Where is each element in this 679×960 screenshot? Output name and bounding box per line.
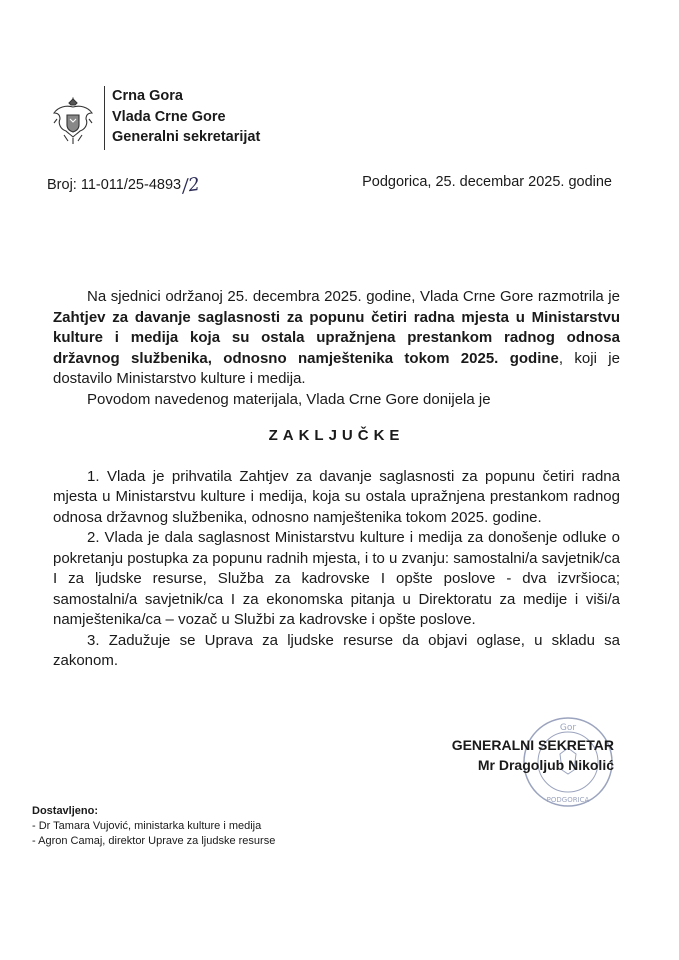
signature-title: GENERALNI SEKRETAR: [451, 737, 614, 753]
intro-line-2: Povodom navedenog materijala, Vlada Crne Gore donijela je: [87, 390, 491, 408]
conclusion-2: 2. Vlada je dala saglasnost Ministarstvu kulture i medija za donošenje odluke o pokretanju postupka za popunu radnih mjesta, i to u zvanju: samostalni/a savjetnik/ca I za ljudske resurse, Služba za kadrovske I opšte poslove - dva izvršioca; samostalni/a savjetnik/ca I za ekonomska pitanja u Direktoratu za medije i viši/a namještenika/ca – vozač u Službi za kadrovske i opšte poslove.: [53, 529, 620, 628]
signature-block: [414, 735, 614, 775]
country-name: Crna Gora: [112, 88, 183, 104]
intro-text-2: , koji je dostavilo Ministarstvo kulture i medija.: [53, 349, 620, 387]
distribution-item: - Agron Camaj, direktor Uprave za ljudske resurse: [32, 835, 276, 847]
distribution-title: Dostavljeno:: [32, 805, 99, 817]
distribution-list: [32, 804, 275, 849]
handwritten-suffix: /2: [180, 173, 202, 198]
institution-header: [112, 86, 260, 148]
distribution-item: - Dr Tamara Vujović, ministarka kulture i medija: [32, 820, 262, 832]
government-name: Vlada Crne Gore: [112, 108, 226, 125]
coat-of-arms-icon: [52, 97, 94, 145]
signature-name: Mr Dragoljub Nikolić: [477, 757, 614, 773]
conclusion-1: 1. Vlada je prihvatila Zahtjev za davanje saglasnosti za popunu četiri radna mjesta u Ministarstvu kulture i medija, koja su ostala upražnjena prestankom radnog odnosa državnog službenika, odnosno namještenika tokom 2025. godine.: [53, 467, 620, 526]
secretariat-name: Generalni sekretarijat: [112, 129, 261, 145]
reference-text: Broj: 11-011/25-4893: [47, 177, 182, 193]
reference-number: [47, 173, 202, 198]
intro-paragraph: [53, 287, 620, 390]
stamp-top-text: Gor: [559, 723, 577, 733]
place-date: Podgorica, 25. decembar 2025. godine: [362, 174, 612, 190]
intro-bold-title: Zahtjev za davanje saglasnosti za popunu četiri radna mjesta u Ministarstvu kulture i medija koja su ostala upražnjena prestankom radnog odnosa državnog službenika, odnosno namještenika tokom 2025. godine: [53, 308, 620, 367]
intro-text-1: Na sjednici održanoj 25. decembra 2025. godine, Vlada Crne Gore razmotrila je: [87, 288, 620, 305]
conclusions-heading: ZAKLJUČKE: [268, 427, 405, 444]
conclusion-3: 3. Zadužuje se Uprava za ljudske resurse da objavi oglase, u skladu sa zakonom.: [53, 631, 620, 669]
stamp-bottom-text: PODGORICA: [546, 796, 590, 804]
document-body: [53, 287, 620, 672]
header-divider: [104, 86, 105, 150]
